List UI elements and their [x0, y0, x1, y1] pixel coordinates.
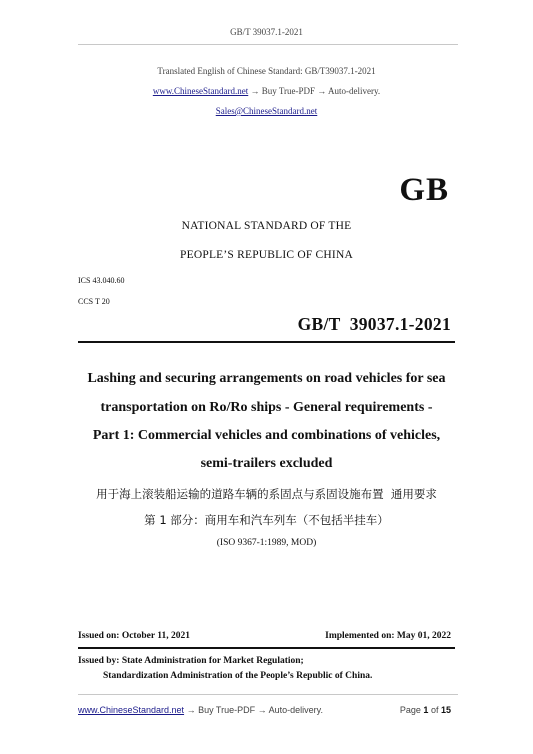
page-indicator [400, 705, 451, 715]
ccs-code: CCS T 20 [78, 297, 110, 306]
footer-site-link[interactable]: www.ChineseStandard.net [78, 705, 185, 715]
header-standard-code: GB/T 39037.1-2021 [230, 27, 303, 37]
of-word: of [430, 705, 439, 715]
header-buy-text: → Buy True-PDF → Auto-delivery. [250, 86, 381, 96]
page-number: 1 [423, 705, 429, 715]
header-divider [78, 44, 458, 45]
issued-by-line-2: Standardization Administration of the People’s Republic of China. [103, 671, 373, 681]
footer-link-line [78, 705, 323, 715]
implemented-on-date: Implemented on: May 01, 2022 [325, 631, 451, 641]
page-total: 15 [440, 705, 451, 715]
title-en-line-3: Part 1: Commercial vehicles and combinations of vehicles, [92, 428, 441, 443]
national-standard-line-2: PEOPLE’S REPUBLIC OF CHINA [180, 249, 353, 261]
header-link-line [0, 86, 533, 96]
title-zh-line-1: 用于海上滚装船运输的道路车辆的系固点与系固设施布置 通用要求 [96, 487, 437, 501]
bottom-rule [78, 647, 455, 649]
header-site-link[interactable]: www.ChineseStandard.net [152, 86, 249, 96]
footer-buy-text: → Buy True-PDF → Auto-delivery. [184, 705, 323, 715]
adoption-note: (ISO 9367-1:1989, MOD) [216, 538, 317, 548]
national-standard-line-1: NATIONAL STANDARD OF THE [181, 220, 352, 232]
gb-mark: GB [399, 172, 449, 208]
page-word: Page [399, 705, 421, 715]
title-zh-line-2: 第 1 部分：商用车和汽车列车（不包括半挂车） [144, 513, 389, 527]
issued-by-line-1: Issued by: State Administration for Market Regulation; [78, 656, 304, 666]
sales-email-link[interactable]: Sales@ChineseStandard.net [215, 106, 318, 116]
title-en-line-4: semi-trailers excluded [200, 456, 333, 471]
title-en-line-1: Lashing and securing arrangements on road vehicles for sea [87, 371, 446, 386]
title-en-line-2: transportation on Ro/Ro ships - General requirements - [100, 400, 433, 415]
translated-notice: Translated English of Chinese Standard: GB/T39037.1-2021 [157, 66, 376, 76]
standard-number: GB/T 39037.1-2021 [297, 314, 451, 334]
ics-code: ICS 43.040.60 [78, 276, 125, 285]
top-rule [78, 341, 455, 343]
footer-divider [78, 694, 458, 695]
issued-on-date: Issued on: October 11, 2021 [78, 631, 190, 641]
